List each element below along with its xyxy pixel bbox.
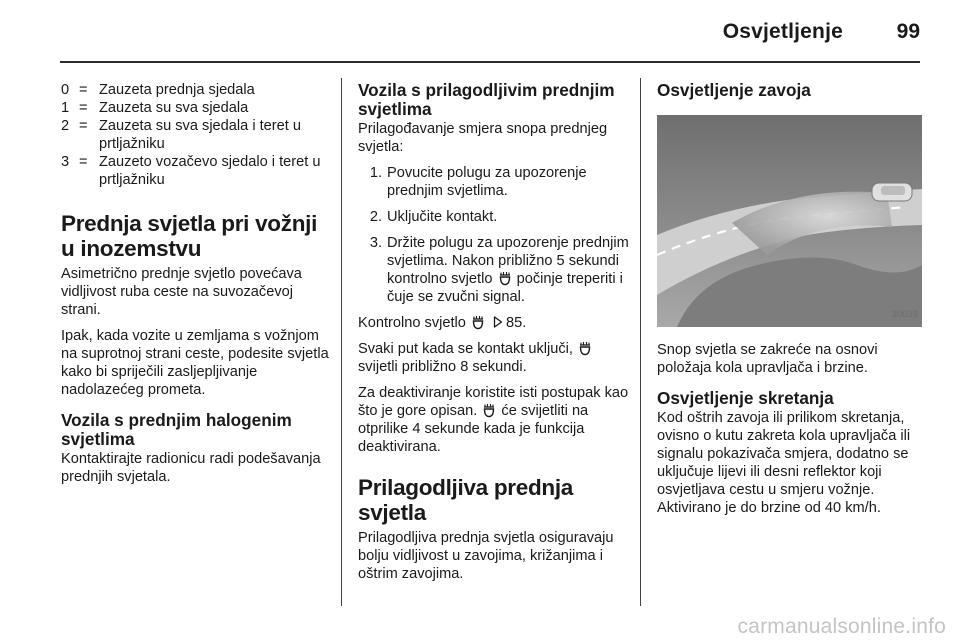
column-divider-left <box>341 78 342 606</box>
curve-lighting-illustration <box>657 115 922 327</box>
legend-row: 3 = Zauzeto vozačevo sjedalo i teret u prtljažniku <box>61 154 321 188</box>
header-rule <box>60 61 920 63</box>
subsection-heading-curve: Osvjetljenje zavoja <box>657 80 811 100</box>
subsection-heading-adaptive-vehicles: Vozila s prilagodljivim prednjim svjetlima <box>358 80 615 119</box>
paragraph: Svaki put kada se kontakt uključi, svijetli približno 8 sekundi. <box>358 340 632 376</box>
list-item: 3. Držite polugu za upozorenje prednjim svjetlima. Nakon približno 5 sekundi kontrolno svjetlo počinje treperiti i čuje se zvučni signal. <box>369 235 629 305</box>
list-item: 1. Povucite polugu za upozorenje prednjim svjetlima. <box>369 165 587 199</box>
subsection-heading-turn: Osvjetljenje skretanja <box>657 388 834 408</box>
paragraph: Asimetrično prednje svjetlo povećava vidljivost ruba ceste na suvozačevoj strani. <box>61 266 302 318</box>
paragraph: Kontrolno svjetlo 85. <box>358 315 527 331</box>
legend-row: 1 = Zauzeta su sva sjedala <box>61 100 249 116</box>
adaptive-headlight-telltale-icon <box>482 403 496 418</box>
page-reference-arrow-icon <box>493 316 503 328</box>
page-header <box>0 14 960 62</box>
list-item: 2. Uključite kontakt. <box>369 209 498 225</box>
paragraph: Za deaktiviranje koristite isti postupak kao što je gore opisan. će svijetliti na otprilike 4 sekunde kada je funkcija deaktivirana. <box>358 385 629 455</box>
subsection-heading-halogen: Vozila s prednjim halogenim svjetlima <box>61 410 292 449</box>
load-legend <box>61 81 331 189</box>
paragraph: Prilagodljiva prednja svjetla osiguravaju bolju vidljivost u zavojima, križanjima i oštrim zavojima. <box>358 530 614 582</box>
column-middle <box>358 81 632 591</box>
page-number: 99 <box>896 20 920 43</box>
adaptive-headlight-telltale-icon <box>498 271 512 286</box>
watermark: carmanualsonline.info <box>737 615 946 638</box>
road-curve-image <box>657 115 922 327</box>
section-heading-adaptive: Prilagodljiva prednja svjetla <box>358 475 574 525</box>
section-heading-abroad: Prednja svjetla pri vožnji u inozemstvu <box>61 211 318 261</box>
adaptive-headlight-telltale-icon <box>578 341 592 356</box>
paragraph: Snop svjetla se zakreće na osnovi položaja kola upravljača i brzine. <box>657 342 878 376</box>
page-title: Osvjetljenje <box>722 20 843 43</box>
paragraph: Kod oštrih zavoja ili prilikom skretanja, ovisno o kutu zakreta kola upravljača ili signalu pokazivača smjera, dodatno se uključuje lijevi ili desni reflektor koji osvjetljava cestu u smjeru vožnje. Aktivirano je do brzine od 40 km/h. <box>657 410 911 516</box>
column-divider-right <box>640 78 641 606</box>
legend-row: 2 = Zauzeta su sva sjedala i teret u prtljažniku <box>61 118 301 152</box>
paragraph: Kontaktirajte radionicu radi podešavanja prednjih svjetala. <box>61 451 321 485</box>
paragraph: Prilagođavanje smjera snopa prednjeg svjetla: <box>358 121 608 155</box>
legend-row: 0 = Zauzeta prednja sjedala <box>61 82 255 98</box>
adaptive-headlight-telltale-icon <box>471 315 485 330</box>
step-list <box>358 164 632 306</box>
paragraph: Ipak, kada vozite u zemljama s vožnjom na suprotnoj strani ceste, podesite svjetla kako bi spriječili zasljepljivanje nadolazećeg prometa. <box>61 328 329 398</box>
column-left <box>61 81 331 494</box>
column-right <box>657 81 922 525</box>
figure-number: 30039 <box>891 309 918 320</box>
